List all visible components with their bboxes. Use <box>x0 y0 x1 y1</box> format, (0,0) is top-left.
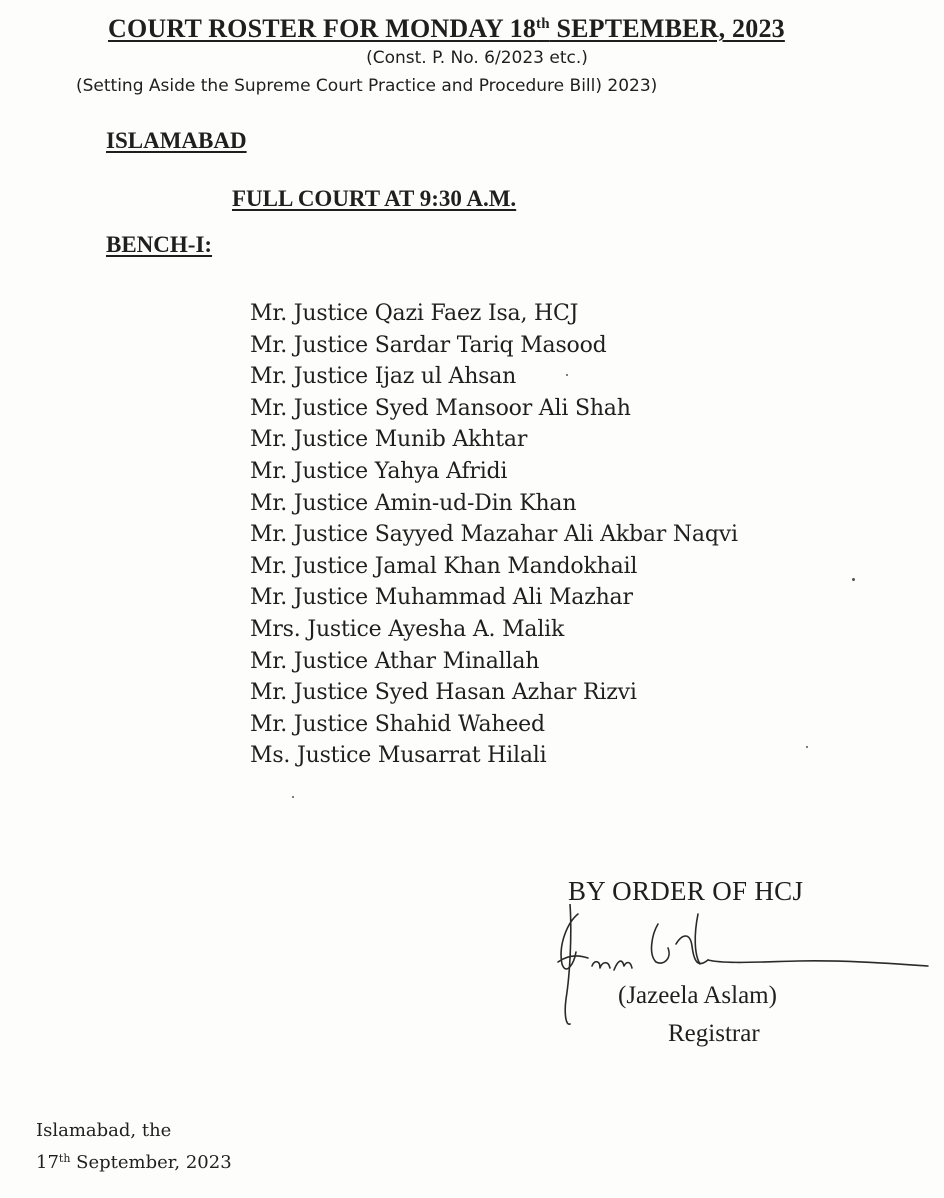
judge-item: Mr. Justice Syed Hasan Azhar Rizvi <box>250 680 637 706</box>
paper-speck <box>566 374 568 376</box>
roster-title: COURT ROSTER FOR MONDAY 18th SEPTEMBER, 2023 <box>108 14 785 43</box>
bench-heading: BENCH-I: <box>106 232 213 257</box>
order-line: BY ORDER OF HCJ <box>568 876 804 906</box>
judge-item: Mrs. Justice Ayesha A. Malik <box>250 616 565 642</box>
judge-item: Mr. Justice Muhammad Ali Mazhar <box>250 585 633 611</box>
judge-item: Ms. Justice Musarrat Hilali <box>250 743 547 769</box>
paper-speck <box>292 796 294 798</box>
judge-item: Mr. Justice Amin-ud-Din Khan <box>250 490 577 516</box>
judge-item: Mr. Justice Jamal Khan Mandokhail <box>250 553 638 579</box>
judge-item: Mr. Justice Yahya Afridi <box>250 458 508 484</box>
judge-item: Mr. Justice Sayyed Mazahar Ali Akbar Naqvi <box>250 522 738 548</box>
judge-item: Mr. Justice Shahid Waheed <box>250 711 545 737</box>
judges-list <box>250 298 738 772</box>
handwritten-signature <box>548 904 938 1034</box>
paper-speck <box>852 578 855 581</box>
paper-speck <box>806 746 808 748</box>
judge-item: Mr. Justice Qazi Faez Isa, HCJ <box>250 301 579 326</box>
case-number: (Const. P. No. 6/2023 etc.) <box>366 48 588 68</box>
judge-item: Mr. Justice Ijaz ul Ahsan <box>250 364 517 390</box>
judge-item: Mr. Justice Munib Akhtar <box>250 427 528 453</box>
judge-item: Mr. Justice Syed Mansoor Ali Shah <box>250 395 631 421</box>
case-description: (Setting Aside the Supreme Court Practice and Procedure Bill) 2023) <box>76 76 658 96</box>
court-heading: FULL COURT AT 9:30 A.M. <box>232 186 517 211</box>
signatory-name: (Jazeela Aslam) <box>618 982 777 1009</box>
city-heading: ISLAMABAD <box>106 128 247 153</box>
issue-place: Islamabad, the <box>36 1120 172 1141</box>
issue-date: 17th September, 2023 <box>36 1152 232 1173</box>
signatory-designation: Registrar <box>668 1020 760 1047</box>
date-ordinal: th <box>58 1152 71 1165</box>
title-ordinal: th <box>536 16 550 32</box>
judge-item: Mr. Justice Sardar Tariq Masood <box>250 332 607 358</box>
judge-item: Mr. Justice Athar Minallah <box>250 648 540 674</box>
